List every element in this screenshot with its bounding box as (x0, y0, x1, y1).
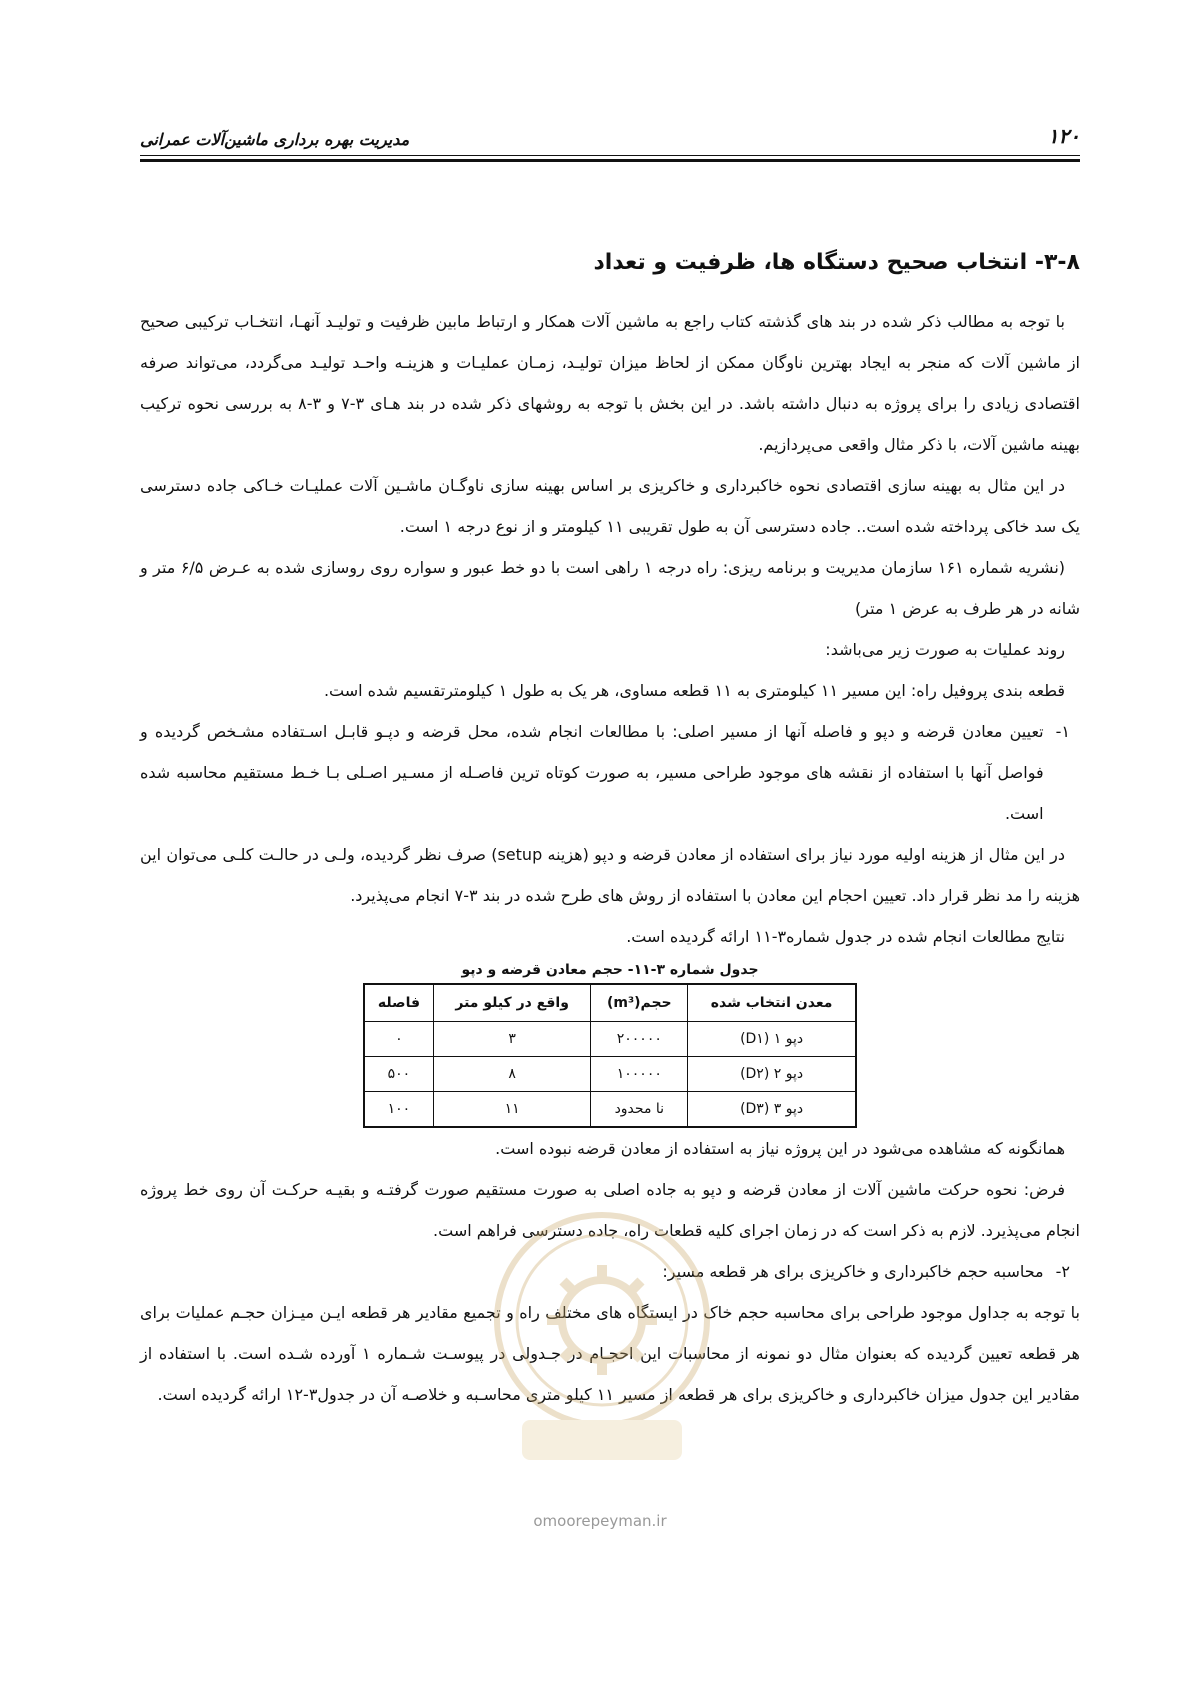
table-caption: جدول شماره ۳-۱۱- حجم معادن قرضه و دپو (461, 962, 759, 978)
cell-mine: دپو ۲ (D۲) (688, 1057, 856, 1092)
cell-distance: ۵۰۰ (364, 1057, 433, 1092)
section-heading: ۳-۸- انتخاب صحیح دستگاه ها، ظرفیت و تعداد (593, 250, 1080, 275)
paragraph-3: (نشریه شماره ۱۶۱ سازمان مدیریت و برنامه ریزی: راه درجه ۱ راهی است با دو خط عبور و سواره روی روسازی شده به عـرض ۶/۵ متر و شانه در هر طرف به عرض ۱ متر) (140, 558, 1080, 618)
book-title: مدیریت بهره برداری ماشین‌آلات عمرانی (140, 130, 410, 149)
paragraph-10: با توجه به جداول موجود طراحی برای محاسبه حجم خاک در ایستگاه های مختلف راه و تجمیع مقادیر هر قطعه ایـن میـزان حجـم عملیات برای هر قطعه تعیین گردیده که بعنوان مثال دو نمونه از محاسبات این احجـام در جـدولی در پیوسـت شـماره ۱ آورده شـده است. با استفاده از مقادیر این جدول میزان خاکبرداری و خاکریزی برای هر قطعه از مسیر ۱۱ کیلو متری محاسـبه و خلاصـه آن در جدول۳-۱۲ ارائه گردیده است. (140, 1303, 1080, 1404)
page-header (140, 122, 1080, 162)
list-item-2-text: محاسبه حجم خاکبرداری و خاکریزی برای هر قطعه مسیر: (662, 1262, 1044, 1281)
header-volume: حجم(m³) (591, 984, 688, 1022)
mines-table (363, 983, 857, 1128)
list-item-1-number: ۱- (1055, 722, 1070, 741)
header-distance: فاصله (364, 984, 433, 1022)
paragraph-1: با توجه به مطالب ذکر شده در بند های گذشته کتاب راجع به ماشین آلات همکار و ارتباط مابین ظرفیت و تولیـد آنهـا، انتخـاب ترکیبی صحیح از ماشین آلات که منجر به ایجاد بهترین ناوگان ممکن از لحاظ میزان تولیـد، زمـان عملیـات و هزینـه واحـد تولیـد می‌گردد، می‌تواند صرفه اقتصادی زیادی را برای پروژه به دنبال داشته باشد. در این بخش با توجه به روشهای ذکر شده در بند هـای ۳-۷ و ۳-۸ به بررسی نحوه ترکیب بهینه ماشین آلات، با ذکر مثال واقعی می‌پردازیم. (140, 312, 1080, 454)
list-item-2 (140, 1251, 1080, 1292)
cell-volume: ۱۰۰۰۰۰ (591, 1057, 688, 1092)
list-item-1 (140, 711, 1080, 834)
paragraph-8: همانگونه که مشاهده می‌شود در این پروژه نیاز به استفاده از معادن قرضه نبوده است. (495, 1139, 1065, 1158)
table-header-row (364, 984, 856, 1022)
page-body (140, 245, 1080, 1415)
paragraph-2: در این مثال به بهینه سازی اقتصادی نحوه خاکبرداری و خاکریزی بر اساس بهینه سازی ناوگـان ماشـین آلات عملیـات خـاکی جاده دسترسی یک سد خاکی پرداخته شده است.. جاده دسترسی آن به طول تقریبی ۱۱ کیلومتر و از نوع درجه ۱ است. (140, 476, 1080, 536)
paragraph-9: فرض: نحوه حرکت ماشین آلات از معادن قرضه و دپو به جاده اصلی به صورت مستقیم صورت گرفتـه و بقیـه حرکـت آن روی خط پروژه انجام می‌پذیرد. لازم به ذکر است که در زمان اجرای کلیه قطعات راه، جاده دسترسی فراهم است. (140, 1180, 1080, 1240)
cell-km: ۸ (433, 1057, 591, 1092)
cell-km: ۱۱ (433, 1092, 591, 1128)
list-item-1-text: تعیین معادن قرضه و دپو و فاصله آنها از مسیر اصلی: با مطالعات انجام شده، محل قرضه و دپـو قابـل اسـتفاده مشـخص گردیده و فواصل آنها با استفاده از نقشه های موجود طراحی مسیر، به صورت کوتاه ترین فاصـله از مسـیر اصـلی بـا خـط مستقیم محاسبه شده است. (140, 722, 1044, 823)
header-rule-thick (140, 159, 1080, 162)
table-row (364, 1022, 856, 1057)
header-km: واقع در کیلو متر (433, 984, 591, 1022)
paragraph-4: روند عملیات به صورت زیر می‌باشد: (825, 640, 1065, 659)
cell-mine: دپو ۱ (D۱) (688, 1022, 856, 1057)
paragraph-7: نتایج مطالعات انجام شده در جدول شماره۳-۱۱ ارائه گردیده است. (626, 927, 1065, 946)
cell-distance: ۰ (364, 1022, 433, 1057)
paragraph-5: قطعه بندی پروفیل راه: این مسیر ۱۱ کیلومتری به ۱۱ قطعه مساوی، هر یک به طول ۱ کیلومترتقسیم شده است. (323, 681, 1065, 700)
paragraph-6: در این مثال از هزینه اولیه مورد نیاز برای استفاده از معادن قرضه و دپو (هزینه setup) صرف نظر گردیده، ولـی در حالـت کلـی می‌توان این هزینه را مد نظر قرار داد. تعیین احجام این معادن با استفاده از روش های طرح شده در بند ۳-۷ انجام می‌پذیرد. (140, 845, 1080, 905)
table-row (364, 1092, 856, 1128)
cell-mine: دپو ۳ (D۳) (688, 1092, 856, 1128)
cell-km: ۳ (433, 1022, 591, 1057)
cell-distance: ۱۰۰ (364, 1092, 433, 1128)
cell-volume: ۲۰۰۰۰۰ (591, 1022, 688, 1057)
header-mine: معدن انتخاب شده (688, 984, 856, 1022)
page-number: ۱۲۰ (1047, 124, 1080, 148)
cell-volume: نا محدود (591, 1092, 688, 1128)
header-rule-thin (140, 155, 1080, 156)
watermark-url: omoorepeyman.ir (533, 1512, 667, 1530)
list-item-2-number: ۲- (1055, 1262, 1070, 1281)
table-row (364, 1057, 856, 1092)
